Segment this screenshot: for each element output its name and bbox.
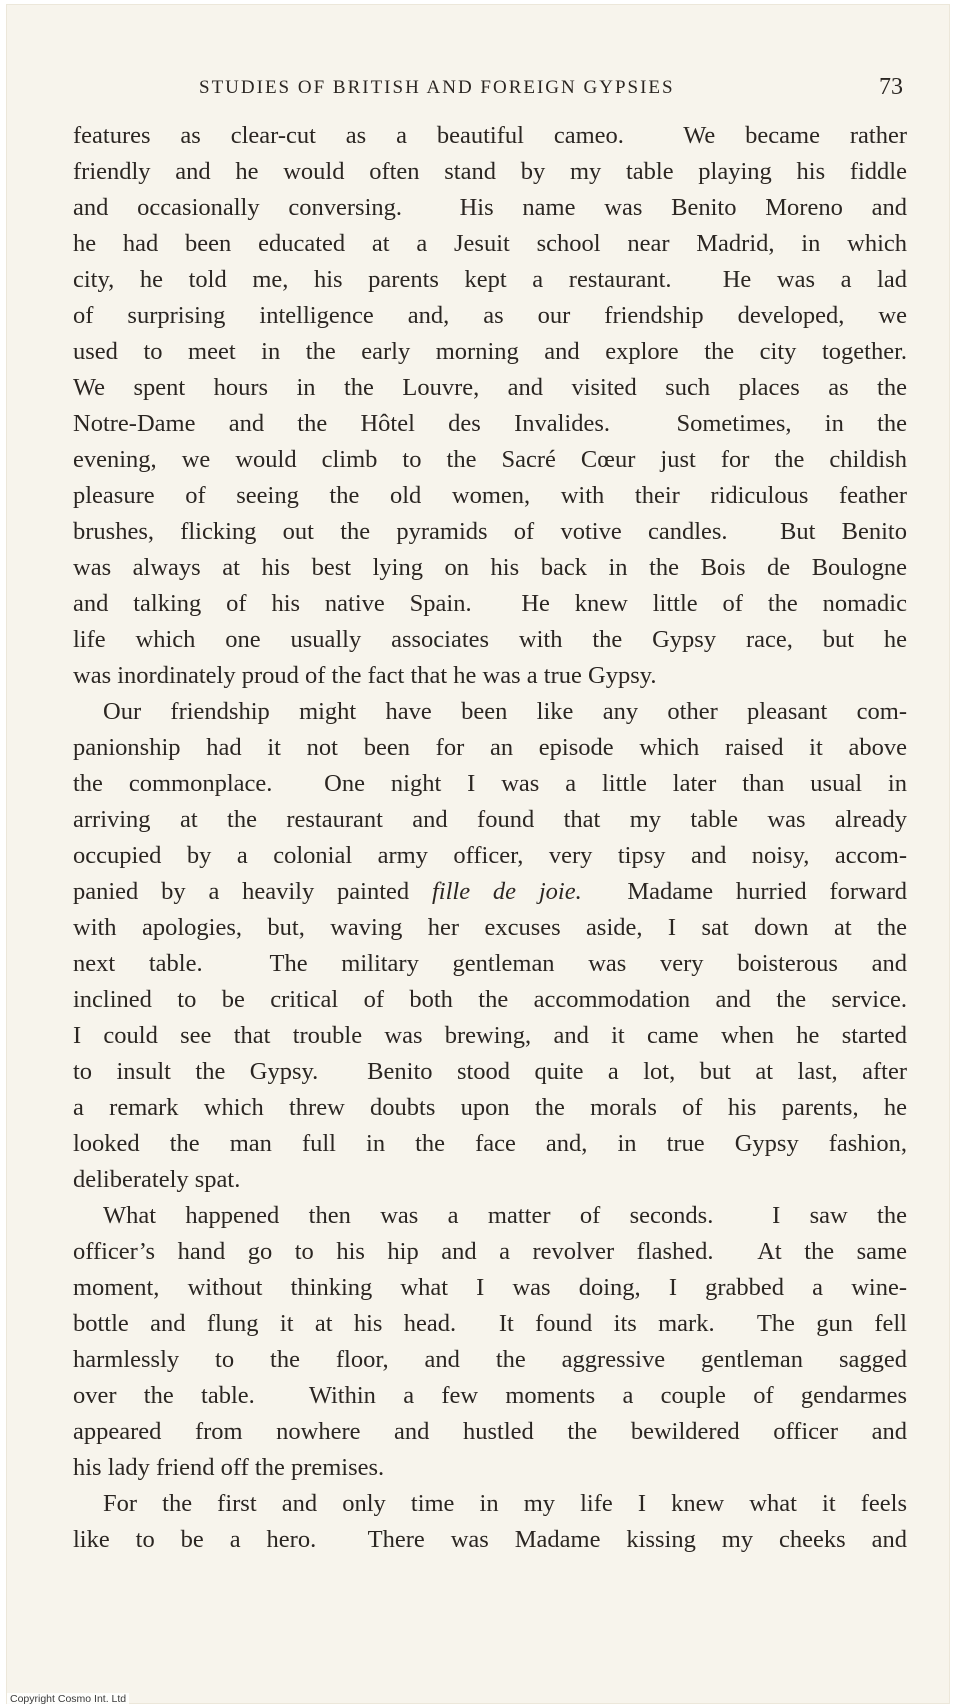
text-line: What happened then was a matter of seconds. I saw the: [103, 1202, 907, 1229]
running-title: STUDIES OF BRITISH AND FOREIGN GYPSIES: [199, 77, 675, 98]
text-line: next table. The military gentleman was very boisterous and: [73, 950, 907, 977]
text-line: a remark which threw doubts upon the morals of his parents, he: [73, 1094, 907, 1121]
text-line: he had been educated at a Jesuit school near Madrid, in which: [73, 230, 907, 257]
text-line: I could see that trouble was brewing, and it came when he started: [73, 1022, 907, 1049]
text-line: harmlessly to the floor, and the aggressive gentleman sagged: [73, 1346, 907, 1373]
text-line: life which one usually associates with the Gypsy race, but he: [73, 626, 907, 653]
text-line: bottle and flung it at his head. It found its mark. The gun fell: [73, 1310, 907, 1337]
paragraph-4: [73, 1486, 907, 1558]
italic-phrase: fille de joie.: [432, 878, 582, 905]
text-line: pleasure of seeing the old women, with their ridiculous feather: [73, 482, 907, 509]
text-line: brushes, flicking out the pyramids of votive candles. But Benito: [73, 518, 907, 545]
text-line: used to meet in the early morning and explore the city together.: [73, 338, 907, 365]
text-line: the commonplace. One night I was a little later than usual in: [73, 770, 907, 797]
paragraph-3: [73, 1198, 907, 1486]
text-line: of surprising intelligence and, as our friendship developed, we: [73, 302, 907, 329]
text-line: was always at his best lying on his back in the Bois de Boulogne: [73, 554, 907, 581]
text-line: looked the man full in the face and, in true Gypsy fashion,: [73, 1130, 907, 1157]
text-line: like to be a hero. There was Madame kissing my cheeks and: [73, 1526, 907, 1553]
text-line: with apologies, but, waving her excuses aside, I sat down at the: [73, 914, 907, 941]
text-segment: panied by a heavily painted: [73, 878, 432, 905]
text-line: features as clear-cut as a beautiful cameo. We became rather: [73, 122, 907, 149]
text-line: evening, we would climb to the Sacré Cœur just for the childish: [73, 446, 907, 473]
text-line: deliberately spat.: [73, 1166, 241, 1193]
text-line: his lady friend off the premises.: [73, 1454, 385, 1481]
text-line: moment, without thinking what I was doing, I grabbed a wine-: [73, 1274, 907, 1301]
copyright-notice: Copyright Cosmo Int. Ltd: [7, 1693, 129, 1705]
page-header: [67, 75, 907, 105]
paragraph-2: [73, 694, 907, 1198]
body-text: [73, 118, 907, 1558]
text-line: appeared from nowhere and hustled the bewildered officer and: [73, 1418, 907, 1445]
text-line: over the table. Within a few moments a couple of gendarmes: [73, 1382, 907, 1409]
text-line: We spent hours in the Louvre, and visited such places as the: [73, 374, 907, 401]
paragraph-1: [73, 118, 907, 694]
text-line: friendly and he would often stand by my table playing his fiddle: [73, 158, 907, 185]
page-number: 73: [879, 74, 903, 100]
text-line-with-italic: [73, 874, 907, 910]
text-line: arriving at the restaurant and found that my table was already: [73, 806, 907, 833]
book-page: [6, 4, 950, 1704]
text-line: was inordinately proud of the fact that he was a true Gypsy.: [73, 662, 657, 689]
text-line: and occasionally conversing. His name was Benito Moreno and: [73, 194, 907, 221]
text-line: city, he told me, his parents kept a restaurant. He was a lad: [73, 266, 907, 293]
text-line: For the first and only time in my life I knew what it feels: [103, 1490, 907, 1517]
text-line: to insult the Gypsy. Benito stood quite a lot, but at last, after: [73, 1058, 907, 1085]
text-line: and talking of his native Spain. He knew little of the nomadic: [73, 590, 907, 617]
text-line: Notre-Dame and the Hôtel des Invalides. Sometimes, in the: [73, 410, 907, 437]
text-line: inclined to be critical of both the accommodation and the service.: [73, 986, 907, 1013]
text-line: Our friendship might have been like any other pleasant com-: [103, 698, 907, 725]
text-line: officer’s hand go to his hip and a revolver flashed. At the same: [73, 1238, 907, 1265]
text-line: occupied by a colonial army officer, very tipsy and noisy, accom-: [73, 842, 907, 869]
text-segment: Madame hurried forward: [581, 878, 908, 905]
text-line: panionship had it not been for an episode which raised it above: [73, 734, 907, 761]
